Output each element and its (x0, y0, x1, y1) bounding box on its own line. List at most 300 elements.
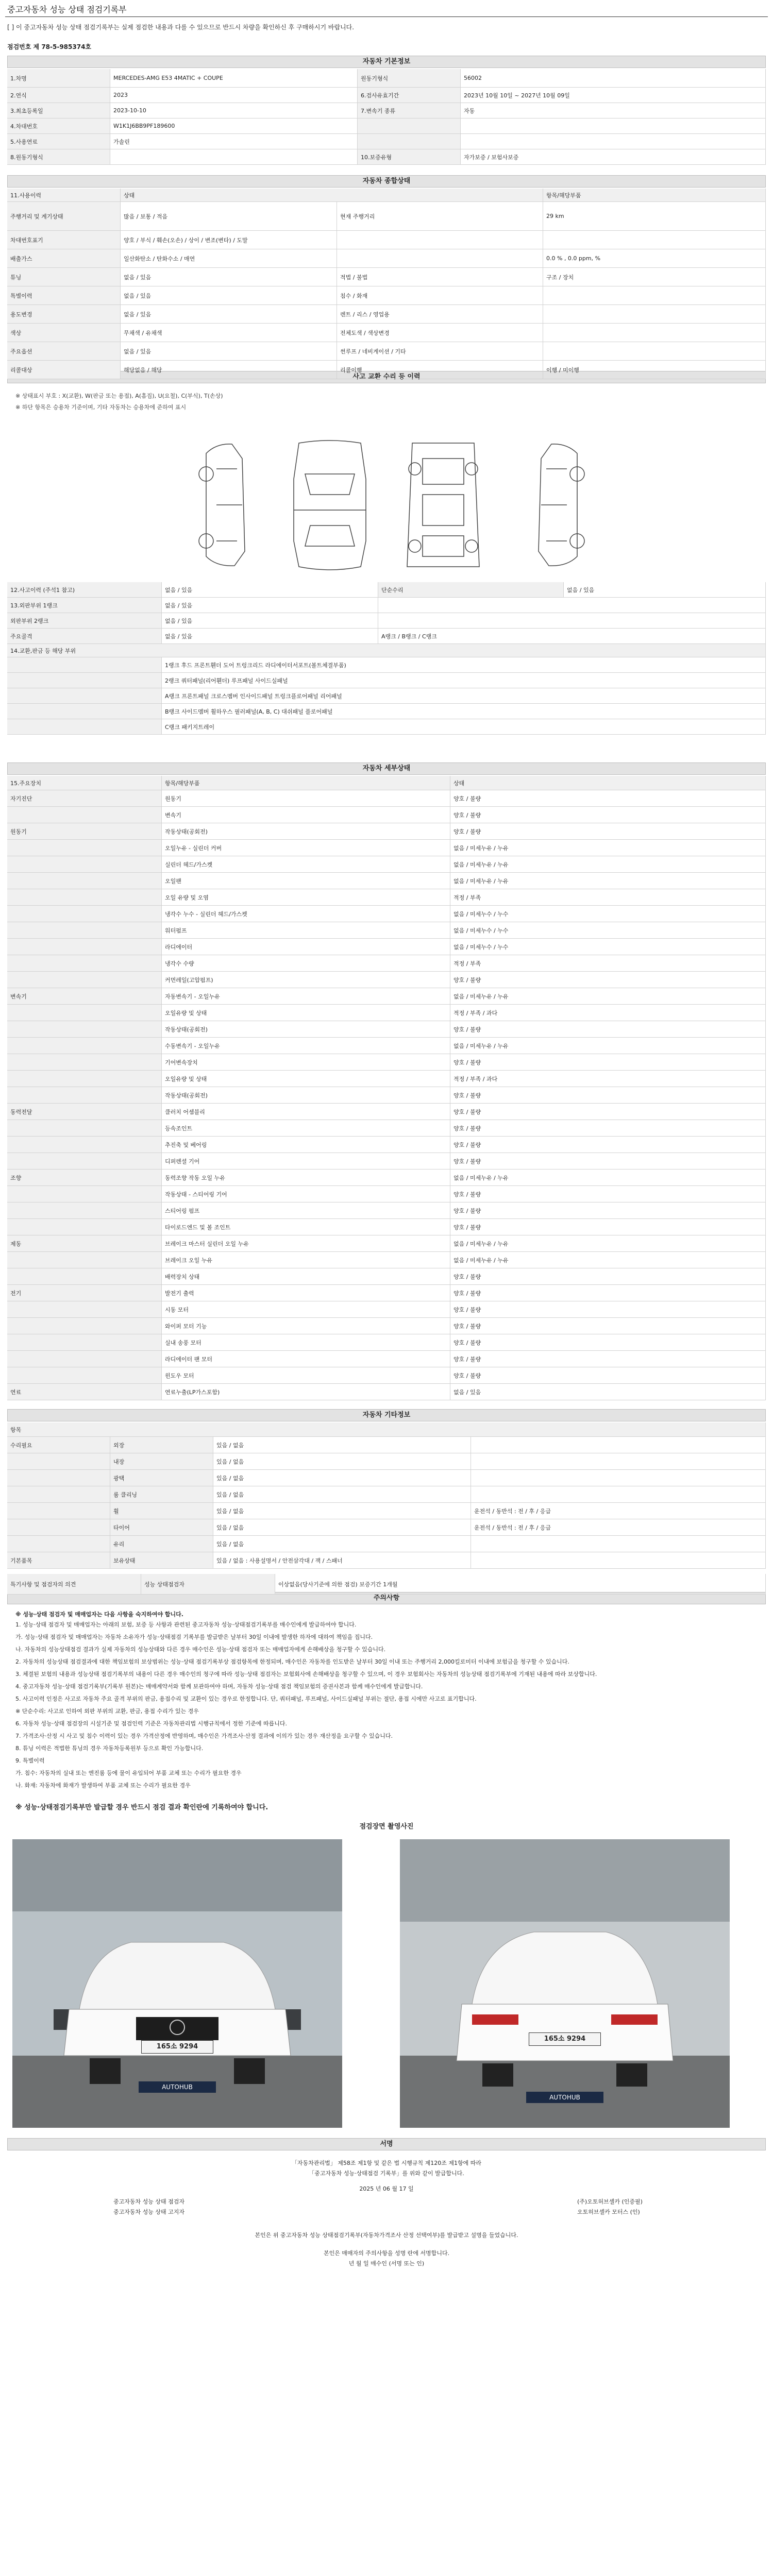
table-row (7, 906, 766, 922)
other-extra (471, 1486, 766, 1502)
table-row (7, 1318, 766, 1334)
table-row (7, 361, 766, 379)
table-row (7, 657, 766, 673)
note-line: 나. 자동차의 성능상태점검 결과가 실제 자동차의 성능상태와 다른 경우 매수인은 성능·상태 점검자 또는 매매업자에게 손해배상을 청구할 수 있습니다. (15, 1646, 386, 1653)
table-row (7, 1071, 766, 1087)
detail-state: 없음 / 미세누유 / 누유 (450, 1235, 766, 1251)
overall-sub: 전체도색 / 색상변경 (337, 324, 543, 342)
table-row (7, 189, 766, 202)
table-row (7, 873, 766, 889)
detail-group (7, 1367, 162, 1383)
table-row (7, 1235, 766, 1252)
table-row (7, 719, 766, 735)
basic-value: 2023-10-10 (110, 103, 358, 118)
detail-state: 양호 / 불량 (450, 1202, 766, 1218)
note-line: 가. 성능·상태 점검자 및 매매업자는 자동차 소유자가 성능·상태점검 기록부를 발급받은 날부터 30일 이내에 발생한 하자에 대하여 책임을 집니다. (15, 1634, 373, 1640)
detail-item: 등속조인트 (162, 1120, 450, 1136)
detail-state: 없음 / 미세누유 / 누유 (450, 1252, 766, 1268)
table-row (7, 988, 766, 1005)
table-row (7, 1351, 766, 1367)
detail-group: 전기 (7, 1285, 162, 1301)
car-left-side-view (199, 444, 245, 566)
table-row (7, 1519, 766, 1536)
part-list-title: 14.교환,판금 등 해당 부위 (7, 644, 766, 657)
overall-sub (337, 231, 543, 249)
basic-value: 자가보증 / 보험사보증 (461, 149, 766, 164)
detail-item: 자동변속기 - 오일누유 (162, 988, 450, 1004)
table-row (7, 88, 766, 103)
table-row (7, 324, 766, 342)
detail-group (7, 1087, 162, 1103)
detail-item: 오일 유량 및 오염 (162, 889, 450, 905)
other-state: 있음 / 없음 : 사용설명서 / 안전삼각대 / 잭 / 스패너 (213, 1552, 471, 1568)
other-group (7, 1486, 110, 1502)
table-row (7, 1552, 766, 1569)
table-row (7, 134, 766, 149)
basic-label: 6.검사유효기간 (358, 88, 461, 103)
detail-state: 없음 / 미세누수 / 누수 (450, 922, 766, 938)
section-accident-history: 사고 교환 수리 등 이력 (7, 371, 766, 383)
table-row (7, 629, 766, 644)
inspection-photo-front (12, 1839, 342, 2128)
detail-state: 양호 / 불량 (450, 790, 766, 806)
detail-state: 적정 / 부족 (450, 889, 766, 905)
overall-part (543, 286, 766, 304)
detail-group (7, 906, 162, 922)
overall-state: 양호 / 부식 / 훼손(오손) / 상이 / 변조(변타) / 도말 (121, 231, 337, 249)
overall-item: 용도변경 (7, 305, 121, 323)
overall-part: 구조 / 장치 (543, 268, 766, 286)
note-line: 8. 튜닝 이력은 적법한 튜닝의 경우 자동차등록원부 등으로 확인 가능합니다. (15, 1745, 204, 1752)
detail-state: 적정 / 부족 / 과다 (450, 1005, 766, 1021)
overall-header: 상태 (121, 189, 543, 201)
overall-state: 없음 / 있음 (121, 305, 337, 323)
section-basic-info: 자동차 기본정보 (7, 56, 766, 68)
other-state: 있음 / 없음 (213, 1519, 471, 1535)
detail-group (7, 939, 162, 955)
detail-group (7, 1301, 162, 1317)
other-header: 항목 (7, 1422, 766, 1436)
detail-item: 커먼레일(고압펌프) (162, 972, 450, 988)
other-state: 있음 / 없음 (213, 1437, 471, 1453)
detail-item: 작동상태(공회전) (162, 823, 450, 839)
table-row (7, 1104, 766, 1120)
detail-state: 양호 / 불량 (450, 1268, 766, 1284)
table-row (7, 840, 766, 856)
table-row (7, 972, 766, 988)
other-group (7, 1453, 110, 1469)
detail-group: 원동기 (7, 823, 162, 839)
table-row (7, 582, 766, 598)
overall-item: 주행거리 및 계기상태 (7, 202, 121, 230)
table-row (7, 673, 766, 688)
detail-group (7, 1005, 162, 1021)
detail-group (7, 873, 162, 889)
banner-front: AUTOHUB (139, 2081, 216, 2093)
other-extra (471, 1453, 766, 1469)
table-row (7, 1486, 766, 1503)
basic-value: W1K1J6BB9PF189600 (110, 118, 358, 133)
table-row (7, 118, 766, 134)
note-line: 7. 가격조사·산정 시 사고 및 침수 이력이 있는 경우 가격산정에 반영하며, 매수인은 가격조사·산정 결과에 이의가 있는 경우 재산정을 요구할 수 있습니다. (15, 1733, 393, 1739)
detail-item: 변속기 (162, 807, 450, 823)
table-row (7, 1301, 766, 1318)
detail-group (7, 840, 162, 856)
exchange-label: 13.외판부위 1랭크 (7, 598, 162, 613)
part-group (7, 673, 162, 688)
other-extra: 운전석 / 동반석 : 전 / 후 / 응급 (471, 1519, 766, 1535)
table-row (7, 922, 766, 939)
detail-item: 라디에이터 (162, 939, 450, 955)
title-divider (5, 16, 768, 17)
sign-buyer-line: 년 월 일 매수인 (서명 또는 인) (348, 2260, 425, 2267)
detail-state: 적정 / 부족 / 과다 (450, 1071, 766, 1087)
basic-label: 3.최초등록일 (7, 103, 110, 118)
document-title: 중고자동차 성능 상태 점검기록부 (7, 5, 127, 14)
detail-item: 수동변속기 - 오일누유 (162, 1038, 450, 1054)
other-state: 있음 / 없음 (213, 1453, 471, 1469)
table-row (7, 1087, 766, 1104)
plate-rear: 165소 9294 (529, 2032, 601, 2046)
sign-law-line2: 「중고자동차 성능·상태점검 기록부」를 위와 같이 발급합니다. (309, 2170, 464, 2177)
part-group (7, 688, 162, 703)
other-extra (471, 1536, 766, 1552)
detail-state: 양호 / 불량 (450, 1104, 766, 1120)
table-row (7, 1137, 766, 1153)
table-row (7, 955, 766, 972)
detail-state: 양호 / 불량 (450, 1186, 766, 1202)
detail-group (7, 955, 162, 971)
table-row (7, 249, 766, 268)
other-group (7, 1519, 110, 1535)
detail-state: 양호 / 불량 (450, 1054, 766, 1070)
table-row (7, 1186, 766, 1202)
basic-label: 7.변속기 종류 (358, 103, 461, 118)
section-other-info: 자동차 기타정보 (7, 1409, 766, 1421)
detail-state: 양호 / 불량 (450, 823, 766, 839)
accident-value: 없음 / 있음 (162, 582, 378, 597)
other-item: 광택 (110, 1470, 213, 1486)
table-row (7, 856, 766, 873)
other-item: 보유상태 (110, 1552, 213, 1568)
basic-value: 2023 (110, 88, 358, 103)
other-item: 휠 (110, 1503, 213, 1519)
detail-state: 양호 / 불량 (450, 1318, 766, 1334)
detail-state: 없음 / 미세누유 / 누유 (450, 873, 766, 889)
overall-sub: 렌트 / 리스 / 영업용 (337, 305, 543, 323)
section-photo: 점검장면 촬영사진 (7, 1821, 766, 1834)
overall-state: 일산화탄소 / 탄화수소 / 매연 (121, 249, 337, 267)
part-group (7, 719, 162, 734)
overall-sub: 현재 주행거리 (337, 202, 543, 230)
table-row (7, 1574, 766, 1595)
table-row (7, 69, 766, 88)
detail-state: 없음 / 있음 (450, 1384, 766, 1400)
detail-state: 양호 / 불량 (450, 1120, 766, 1136)
car-top-view (294, 440, 366, 570)
overall-state: 많음 / 보통 / 적음 (121, 202, 337, 230)
detail-group (7, 1318, 162, 1334)
detail-item: 라디에이터 팬 모터 (162, 1351, 450, 1367)
detail-item: 실린더 헤드/가스켓 (162, 856, 450, 872)
basic-label: 10.보증유형 (358, 149, 461, 164)
overall-item: 차대번호표기 (7, 231, 121, 249)
table-row (7, 1285, 766, 1301)
sign-confirm2: 본인은 매매자의 주의사항을 성명 란에 서명합니다. (323, 2250, 450, 2257)
detail-item: 윈도우 모터 (162, 1367, 450, 1383)
table-row (7, 1453, 766, 1470)
detail-group: 조향 (7, 1170, 162, 1185)
note-line: 3. 체결된 보험의 내용과 성능상태 점검기록부의 내용이 다른 경우 매수인의 청구에 따라 성능·상태 점검자는 보험회사에 손해배상을 청구할 수 있으며, 이 경우 보험회사는 자동차의 성능상태 점검기록부에 기재된 내용에 따라 보상합니다. (15, 1671, 597, 1677)
overall-item: 주요옵션 (7, 342, 121, 360)
exchange-rank: A랭크 / B랭크 / C랭크 (378, 629, 766, 643)
detail-group (7, 1252, 162, 1268)
car-right-side-view (539, 444, 584, 566)
basic-value: 가솔린 (110, 134, 358, 149)
table-row (7, 149, 766, 165)
overall-sub: 썬루프 / 네비게이션 / 기타 (337, 342, 543, 360)
other-group (7, 1503, 110, 1519)
detail-item: 오일유량 및 상태 (162, 1005, 450, 1021)
overall-item: 특별이력 (7, 286, 121, 304)
other-state: 있음 / 없음 (213, 1470, 471, 1486)
detail-item: 냉각수 누수 - 실린더 헤드/가스켓 (162, 906, 450, 922)
overall-item: 리콜대상 (7, 361, 121, 379)
detail-header: 항목/해당부품 (162, 776, 450, 790)
table-row (7, 1470, 766, 1486)
detail-state: 없음 / 미세누수 / 누수 (450, 906, 766, 922)
opinion-value: 이상없음(당사기준에 의한 점검) 보증기간 1개월 (275, 1574, 766, 1594)
table-row (7, 776, 766, 790)
part-group (7, 704, 162, 719)
exchange-value: 없음 / 있음 (162, 598, 378, 613)
sign-inspector-label: 중고자동차 성능 상태 점검자 (113, 2198, 185, 2205)
other-group (7, 1536, 110, 1552)
detail-item: 오일누유 - 실린더 커버 (162, 840, 450, 856)
table-row (7, 1005, 766, 1021)
table-row (7, 1422, 766, 1437)
detail-group (7, 1120, 162, 1136)
overall-item: 배출가스 (7, 249, 121, 267)
overall-part: 0.0 % , 0.0 ppm, % (543, 249, 766, 267)
overall-item: 튜닝 (7, 268, 121, 286)
basic-value (110, 149, 358, 164)
other-state: 있음 / 없음 (213, 1486, 471, 1502)
overall-sub: 적법 / 불법 (337, 268, 543, 286)
detail-state: 양호 / 불량 (450, 1334, 766, 1350)
table-row (7, 268, 766, 286)
detail-group: 제동 (7, 1235, 162, 1251)
other-state: 있음 / 없음 (213, 1536, 471, 1552)
detail-group: 자기진단 (7, 790, 162, 806)
detail-group (7, 856, 162, 872)
inspection-photo-rear (400, 1839, 730, 2128)
table-row (7, 103, 766, 118)
table-row (7, 1252, 766, 1268)
note-line: 1. 성능·상태 점검자 및 매매업자는 아래의 보험, 보증 등 사항과 관련된 중고자동차 성능·상태점검기록부를 매수인에게 발급하여야 합니다. (15, 1621, 357, 1628)
detail-item: 워터펌프 (162, 922, 450, 938)
table-row (7, 231, 766, 249)
basic-label (358, 134, 461, 149)
sign-inspector-value: (주)오토허브셀카 (인증필) (577, 2198, 643, 2205)
top-notice: [ ] 이 중고자동차 성능 상태 점검기록부는 실제 점검한 내용과 다를 수 있으므로 반드시 차량을 확인하신 후 구매하시기 바랍니다. (7, 24, 355, 31)
other-item: 룸 클리닝 (110, 1486, 213, 1502)
detail-item: 작동상태(공회전) (162, 1087, 450, 1103)
basic-value: 2023년 10월 10일 ~ 2027년 10월 09일 (461, 88, 766, 103)
detail-item: 스티어링 펌프 (162, 1202, 450, 1218)
detail-state: 양호 / 불량 (450, 1301, 766, 1317)
basic-label: 8.원동기형식 (7, 149, 110, 164)
table-row (7, 1536, 766, 1552)
detail-group (7, 1219, 162, 1235)
part-group (7, 657, 162, 672)
other-item: 타이어 (110, 1519, 213, 1535)
detail-group (7, 1268, 162, 1284)
detail-group (7, 1186, 162, 1202)
table-row (7, 939, 766, 955)
table-row (7, 704, 766, 719)
table-row (7, 342, 766, 361)
detail-item: 브레이크 오일 누유 (162, 1252, 450, 1268)
overall-state: 해당없음 / 해당 (121, 361, 337, 379)
detail-item: 실내 송풍 모터 (162, 1334, 450, 1350)
detail-group (7, 1038, 162, 1054)
car-underbody-view (407, 443, 479, 567)
overall-part (543, 324, 766, 342)
detail-item: 오일유량 및 상태 (162, 1071, 450, 1087)
detail-item: 냉각수 수량 (162, 955, 450, 971)
table-row (7, 598, 766, 613)
detail-item: 추진축 및 베어링 (162, 1137, 450, 1153)
table-row (7, 202, 766, 231)
simple-repair-value: 없음 / 있음 (564, 582, 766, 597)
basic-value (461, 118, 766, 133)
detail-item: 디퍼렌셜 기어 (162, 1153, 450, 1169)
detail-group (7, 1153, 162, 1169)
table-row (7, 1202, 766, 1219)
detail-group (7, 1021, 162, 1037)
other-extra: 운전석 / 동반석 : 전 / 후 / 응급 (471, 1503, 766, 1519)
table-row (7, 1334, 766, 1351)
overall-part (543, 305, 766, 323)
certificate-number: 점검번호 제 78-5-985374호 (7, 43, 92, 50)
other-state: 있음 / 없음 (213, 1503, 471, 1519)
basic-label: 2.연식 (7, 88, 110, 103)
note-line: 6. 자동차 성능·상태 점검장의 시설기준 및 점검인력 기준은 자동차관리법 시행규칙에서 정한 기준에 따릅니다. (15, 1720, 287, 1727)
section-notes: 주의사항 (7, 1592, 766, 1604)
table-row (7, 1219, 766, 1235)
sign-dealer-label: 중고자동차 성능 상태 고지자 (113, 2209, 185, 2215)
table-row (7, 889, 766, 906)
car-body-diagram (186, 438, 598, 572)
other-item: 내장 (110, 1453, 213, 1469)
note-line: ※ 단순수리: 사고로 인하여 외판 부위의 교환, 판금, 용접 수리가 있는 경우 (15, 1708, 199, 1715)
overall-part: 이행 / 미이행 (543, 361, 766, 379)
detail-item: 배력장치 상태 (162, 1268, 450, 1284)
detail-group: 동력전달 (7, 1104, 162, 1120)
part-list-row: 1랭크 후드 프론트휀더 도어 트렁크리드 라디에이터서포트(볼트체결부품) (162, 657, 766, 672)
sign-confirm1: 본인은 위 중고자동차 성능 상태점검기록부(자동차가격조사 산정 선택여부)를 발급받고 설명을 들었습니다. (255, 2232, 518, 2239)
detail-group (7, 1071, 162, 1087)
section-overall-status: 자동차 종합상태 (7, 175, 766, 188)
basic-label (358, 118, 461, 133)
basic-value: 56002 (461, 69, 766, 87)
detail-group: 연료 (7, 1384, 162, 1400)
overall-sub: 리콜이행 (337, 361, 543, 379)
exchange-rank (378, 613, 766, 628)
opinion-label2: 성능 상태점검자 (141, 1574, 275, 1594)
basic-label: 원동기형식 (358, 69, 461, 87)
marking-note: ※ 하단 항목은 승용차 기준이며, 기타 자동차는 승용차에 준하여 표시 (15, 404, 187, 411)
detail-item: 원동기 (162, 790, 450, 806)
detail-item: 시동 모터 (162, 1301, 450, 1317)
detail-state: 양호 / 불량 (450, 1219, 766, 1235)
detail-group (7, 922, 162, 938)
table-row (7, 1503, 766, 1519)
detail-group (7, 807, 162, 823)
overall-header: 항목/해당부품 (543, 189, 766, 201)
detail-state: 없음 / 미세누수 / 누수 (450, 939, 766, 955)
other-item: 외장 (110, 1437, 213, 1453)
other-item: 유리 (110, 1536, 213, 1552)
detail-item: 오일팬 (162, 873, 450, 889)
detail-item: 브레이크 마스터 실린더 오일 누유 (162, 1235, 450, 1251)
note-line: 9. 특별이력 (15, 1757, 45, 1764)
overall-header: 11.사용이력 (7, 189, 121, 201)
exchange-value: 없음 / 있음 (162, 629, 378, 643)
overall-state: 없음 / 있음 (121, 286, 337, 304)
detail-header: 15.주요장치 (7, 776, 162, 790)
table-row (7, 644, 766, 657)
photo-rear-illustration (400, 1839, 730, 2128)
overall-part (543, 231, 766, 249)
other-group (7, 1470, 110, 1486)
table-row (7, 613, 766, 629)
detail-header: 상태 (450, 776, 766, 790)
note-line: 5. 사고이력 인정은 사고로 자동차 주요 골격 부위의 판금, 용접수리 및 교환이 있는 경우로 한정합니다. 단, 쿼터패널, 루프패널, 사이드실패널 부위는 절단, 용접 시에만 사고로 표기합니다. (15, 1696, 477, 1702)
detail-state: 양호 / 불량 (450, 972, 766, 988)
detail-state: 적정 / 부족 (450, 955, 766, 971)
part-list-row: 2랭크 쿼터패널(리어휀더) 루프패널 사이드실패널 (162, 673, 766, 688)
basic-value: MERCEDES-AMG E53 4MATIC + COUPE (110, 69, 358, 87)
detail-item: 기어변속장치 (162, 1054, 450, 1070)
detail-group (7, 1351, 162, 1367)
overall-part: 29 km (543, 202, 766, 230)
table-row (7, 1367, 766, 1384)
detail-item: 연료누출(LP가스포함) (162, 1384, 450, 1400)
table-row (7, 286, 766, 305)
table-row (7, 1120, 766, 1137)
detail-state: 없음 / 미세누유 / 누유 (450, 988, 766, 1004)
other-extra (471, 1437, 766, 1453)
detail-state: 양호 / 불량 (450, 1285, 766, 1301)
part-list-row: C랭크 패키지트레이 (162, 719, 766, 734)
notes-title: ※ 성능·상태 점검자 및 매매업자는 다음 사항을 숙지하여야 합니다. (15, 1611, 183, 1618)
opinion-label: 특기사항 및 점검자의 의견 (7, 1574, 141, 1594)
table-row (7, 1153, 766, 1170)
basic-label: 5.사용연료 (7, 134, 110, 149)
table-row (7, 305, 766, 324)
overall-sub: 침수 / 화재 (337, 286, 543, 304)
overall-sub (337, 249, 543, 267)
table-row (7, 1021, 766, 1038)
table-row (7, 1170, 766, 1186)
exchange-value: 없음 / 있음 (162, 613, 378, 628)
detail-state: 없음 / 미세누유 / 누유 (450, 840, 766, 856)
detail-state: 양호 / 불량 (450, 1367, 766, 1383)
detail-item: 와이퍼 모터 기능 (162, 1318, 450, 1334)
detail-item: 발전기 출력 (162, 1285, 450, 1301)
